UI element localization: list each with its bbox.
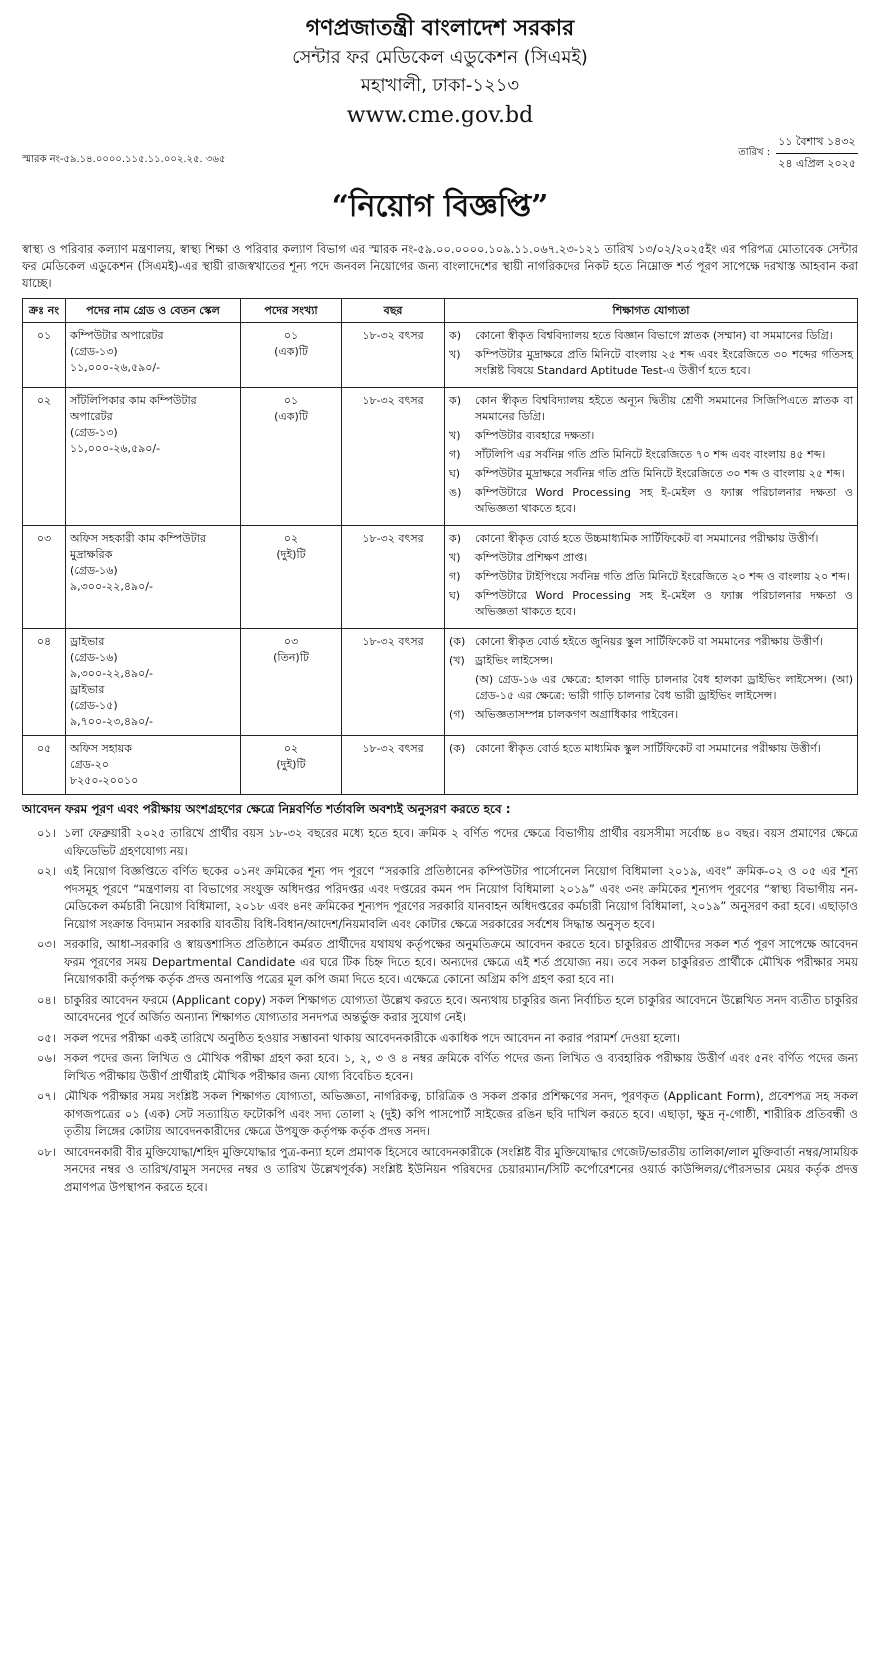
qualification-marker: খ) bbox=[449, 348, 461, 361]
post-name-line: অফিস সহকারী কাম কম্পিউটার মুদ্রাক্ষরিক bbox=[70, 532, 206, 561]
qualification-marker: ঘ) bbox=[449, 589, 461, 602]
qualification-item bbox=[449, 588, 853, 620]
qualification-text: অভিজ্ঞতাসম্পন্ন চালকগণ অগ্রাধিকার পাইবেন। bbox=[475, 708, 679, 721]
cell-post-count bbox=[241, 388, 342, 526]
qualification-item bbox=[449, 428, 853, 444]
qualification-marker: ক) bbox=[449, 394, 461, 407]
qualification-item bbox=[449, 531, 853, 547]
qualification-item bbox=[449, 653, 853, 669]
government-title: গণপ্রজাতন্ত্রী বাংলাদেশ সরকার bbox=[305, 16, 575, 41]
qualification-text: সাঁটলিপি এর সর্বনিম্ন গতি প্রতি মিনিটে ইংরেজিতে ৭০ শব্দ এবং বাংলায় ৪৫ শব্দ। bbox=[475, 448, 826, 461]
memo-number: স্মারক নং-৫৯.১৪.০০০০.১১৫.১১.০০২.২৫. ৩৬৫ bbox=[22, 154, 226, 165]
qualification-text: কম্পিউটারে Word Processing সহ ই-মেইল ও ফ্যাক্স পরিচালনার দক্ষতা ও অভিজ্ঞতা থাকতে হবে। bbox=[475, 589, 853, 618]
post-name-line: কম্পিউটার অপারেটর bbox=[70, 329, 164, 342]
qualification-text: কম্পিউটার প্রশিক্ষণ প্রাপ্ত। bbox=[475, 551, 588, 564]
qualification-text: কোনো স্বীকৃত বোর্ড হতে মাধ্যমিক স্কুল সার্টিফিকেট বা সমমানের পরীক্ষায় উত্তীর্ণ। bbox=[475, 742, 821, 755]
cell-post-count bbox=[241, 736, 342, 795]
qualification-item bbox=[449, 550, 853, 566]
condition-item bbox=[22, 1144, 858, 1197]
qualification-marker: খ) bbox=[449, 429, 461, 442]
cell-sl: ০১ bbox=[23, 323, 66, 388]
conditions-list bbox=[22, 825, 858, 1196]
memo-row bbox=[22, 132, 858, 180]
date-english: ২৪ এপ্রিল ২০২৫ bbox=[778, 157, 856, 170]
qualification-marker: (খ) bbox=[449, 654, 465, 667]
post-name-line: (গ্রেড-১৬) bbox=[70, 651, 118, 664]
cell-age: ১৮-৩২ বৎসর bbox=[342, 629, 445, 736]
cell-post-count bbox=[241, 323, 342, 388]
post-name-line: ৯,৭০০-২৩,৪৯০/- bbox=[70, 715, 153, 728]
organization-address: মহাখালী, ঢাকা-১২১৩ bbox=[360, 75, 520, 96]
table-row bbox=[23, 736, 858, 795]
cell-post-name bbox=[66, 736, 241, 795]
header-post-name: পদের নাম গ্রেড ও বেতন স্কেল bbox=[66, 299, 241, 323]
condition-number: ০৪। bbox=[36, 992, 56, 1007]
post-count-line: (দুই)টি bbox=[276, 758, 306, 771]
cell-sl: ০২ bbox=[23, 388, 66, 526]
date-label: তারিখ : bbox=[738, 147, 771, 158]
condition-text: এই নিয়োগ বিজ্ঞপ্তিতে বর্ণিত ছকের ০১নং ক্রমিকের শূন্য পদ পূরণে “সরকারি প্রতিষ্ঠানের কম্পিউটার পার্সোনেল নিয়োগ বিধিমালা ২০১৯, এবং” ক্রমিক-০২ ও ০৫ এর শূন্য পদসমূহ পূরণে “মন্ত্রণালয় বা বিভাগের সংযুক্ত অধিদপ্তর পরিদপ্তর এবং দপ্তরের কমন পদ নিয়োগ বিধিমালা ২০১৯” এবং ৩নং ক্রমিকের শূন্যপদ পূরণের “স্বাস্থ্য বিভাগীয় নন-মেডিকেল কর্মচারী নিয়োগ বিধিমালা, ২০১৮ এবং ৪নং ক্রমিকের শূন্যপদ পূরণের সরকারি যানবাহন অধিদপ্তরের কর্মচারী নিয়োগ বিধিমালা, ২০১৯” অনুসরণ করা হবে। এছাড়াও নিয়োগ সংক্রান্ত বিদ্যমান সরকারি যাবতীয় বিধি-বিধান/আদেশ/নিয়মাবলি এবং কোটার ক্ষেত্রে সরকারের সর্বশেষ সিদ্ধান্ত অনুসৃত হবে। bbox=[64, 864, 858, 931]
qualification-item bbox=[449, 741, 853, 757]
condition-number: ০৫। bbox=[36, 1030, 56, 1045]
qualification-text: ড্রাইভিং লাইসেন্স। bbox=[475, 654, 553, 667]
cell-qualification bbox=[445, 526, 858, 629]
qualification-marker: (ক) bbox=[449, 635, 466, 648]
post-name-line: অফিস সহায়ক bbox=[70, 742, 132, 755]
cell-qualification bbox=[445, 323, 858, 388]
condition-number: ০৬। bbox=[36, 1051, 56, 1065]
qualification-marker: (গ) bbox=[449, 708, 465, 721]
qualification-marker: গ) bbox=[449, 448, 461, 461]
posts-table bbox=[22, 298, 858, 795]
post-name-line: ৯,৩০০-২২,৪৯০/- bbox=[70, 667, 153, 680]
qualification-marker: ঙ) bbox=[449, 486, 462, 499]
condition-text: সরকারি, আধা-সরকারি ও স্বায়ত্তশাসিত প্রতিষ্ঠানে কর্মরত প্রার্থীদের যথাযথ কর্তৃপক্ষের অনুমতিক্রমে আবেদন করতে হবে। চাকুরিরত প্রার্থীদের সকল শর্ত পূরণ সাপেক্ষে আবেদন ফরম পূরণের সময় Departmental Candidate এর ঘরে টিক চিহ্ন দিতে হবে। অন্যদের ক্ষেত্রে এই শর্ত প্রযোজ্য নয়। তবে সকল চাকুরিরত প্রার্থীকে মৌখিক পরীক্ষার সময় নিয়োগকারী কর্তৃপক্ষ কর্তৃক প্রদত্ত অনাপত্তি পত্রের মূল কপি জমা দিতে হবে। এক্ষেত্রে কোনো অগ্রিম কপি গ্রহণ করা হবে না। bbox=[64, 937, 858, 986]
qualification-item bbox=[449, 485, 853, 517]
header-sl: ক্রঃ নং bbox=[23, 299, 66, 323]
qualification-item bbox=[449, 347, 853, 379]
cell-post-count bbox=[241, 629, 342, 736]
header-age: বছর bbox=[342, 299, 445, 323]
post-count-line: ০১ bbox=[283, 329, 299, 342]
condition-number: ০১। bbox=[36, 826, 56, 840]
intro-paragraph: স্বাস্থ্য ও পরিবার কল্যাণ মন্ত্রণালয়, স্বাস্থ্য শিক্ষা ও পরিবার কল্যাণ বিভাগ এর স্মারক নং-৫৯.০০.০০০০.১০৯.১১.০৬৭.২৩-১২১ তারিখ ১৩/০২/২০২৫ইং এর পরিপত্র মোতাবেক সেন্টার ফর মেডিকেল এডুকেশন (সিএমই)-এর স্থায়ী রাজস্বখাতের শূন্য পদে জনবল নিয়োগের জন্য বাংলাদেশের স্থায়ী নাগরিকদের নিকট হতে নিম্নোক্ত শর্ত পূরণ সাপেক্ষে দরখাস্ত আহবান করা যাচ্ছে। bbox=[22, 242, 858, 290]
post-count-line: ০২ bbox=[283, 742, 299, 755]
cell-post-count bbox=[241, 526, 342, 629]
qualification-item bbox=[449, 328, 853, 344]
condition-number: ০৭। bbox=[36, 1089, 56, 1103]
qualification-item bbox=[449, 447, 853, 463]
qualification-item bbox=[449, 466, 853, 482]
qualification-marker: (ক) bbox=[449, 742, 466, 755]
qualification-text: কোনো স্বীকৃত বিশ্ববিদ্যালয় হতে বিজ্ঞান বিভাগে স্নাতক (সম্মান) বা সমমানের ডিগ্রি। bbox=[475, 329, 833, 342]
condition-text: আবেদনকারী বীর মুক্তিযোদ্ধা/শহিদ মুক্তিযোদ্ধার পুত্র-কন্যা হলে প্রমাণক হিসেবে আবেদনকারীকে (সংশ্লিষ্ট বীর মুক্তিযোদ্ধার গেজেট/ভারতীয় তালিকা/লাল মুক্তিবার্তা নম্বর/সাময়িক সনদের নম্বর ও তারিখ/বামুস সনদের নম্বর ও তারিখ উল্লেখপূর্বক) সংশ্লিষ্ট ইউনিয়ন পরিষদের চেয়ারম্যান/সিটি কর্পোরেশনের ওয়ার্ড কাউন্সিলর/পৌরসভার মেয়র কর্তৃক প্রদত্ত প্রমাণপত্র উপস্থাপন করতে হবে। bbox=[64, 1144, 858, 1194]
post-name-line: (গ্রেড-১৬) bbox=[70, 564, 118, 577]
post-count-line: (এক)টি bbox=[274, 410, 308, 423]
cell-post-name bbox=[66, 388, 241, 526]
condition-item bbox=[22, 936, 858, 989]
condition-item bbox=[22, 863, 858, 933]
post-name-line: ৮২৫০-২০০১০ bbox=[70, 774, 139, 787]
qualification-text: কোন স্বীকৃত বিশ্ববিদ্যালয় হইতে অন্যূন দ্বিতীয় শ্রেণী সমমানের সিজিপিএতে স্নাতক বা সমমানের ডিগ্রি। bbox=[475, 394, 853, 423]
qualification-text: কম্পিউটার মুদ্রাক্ষরে সর্বনিম্ন গতি প্রতি মিনিটে ইংরেজিতে ৩০ শব্দ ও বাংলায় ২৫ শব্দ। bbox=[475, 467, 845, 480]
qualification-text: কম্পিউটার ব্যবহারে দক্ষতা। bbox=[475, 429, 595, 442]
cell-age: ১৮-৩২ বৎসর bbox=[342, 388, 445, 526]
qualification-marker: ক) bbox=[449, 532, 461, 545]
cell-qualification bbox=[445, 736, 858, 795]
post-name-line: (গ্রেড-১৩) bbox=[70, 426, 118, 439]
cell-age: ১৮-৩২ বৎসর bbox=[342, 736, 445, 795]
post-count-line: (এক)টি bbox=[274, 345, 308, 358]
condition-number: ০৩। bbox=[36, 937, 56, 951]
post-name-line: (গ্রেড-১৩) bbox=[70, 345, 118, 358]
condition-text: সকল পদের জন্য লিখিত ও মৌখিক পরীক্ষা গ্রহণ করা হবে। ১, ২, ৩ ও ৪ নম্বর ক্রমিকে বর্ণিত পদের জন্য লিখিত ও ব্যবহারিক পরীক্ষায় উত্তীর্ণ এবং ৫নং বর্ণিত পদের জন্য লিখিত পরীক্ষায় উত্তীর্ণ প্রার্থীরাই মৌখিক পরীক্ষার জন্য যোগ্য বিবেচিত হবেন। bbox=[64, 1051, 858, 1083]
qualification-item bbox=[449, 569, 853, 585]
header-qualification: শিক্ষাগত যোগ্যতা bbox=[445, 299, 858, 323]
cell-sl: ০৫ bbox=[23, 736, 66, 795]
cell-post-name bbox=[66, 526, 241, 629]
cell-post-name bbox=[66, 629, 241, 736]
website[interactable]: www.cme.gov.bd bbox=[346, 103, 534, 128]
qualification-text: কোনো স্বীকৃত বোর্ড হতে উচ্চমাধ্যমিক সার্টিফিকেট বা সমমানের পরীক্ষায় উত্তীর্ণ। bbox=[475, 532, 819, 545]
qualification-item bbox=[449, 634, 853, 650]
table-row bbox=[23, 388, 858, 526]
qualification-text: কোনো স্বীকৃত বোর্ড হইতে জুনিয়র স্কুল সার্টিফিকেট বা সমমানের পরীক্ষায় উত্তীর্ণ। bbox=[475, 635, 823, 648]
table-header-row bbox=[23, 299, 858, 323]
post-count-line: ০২ bbox=[283, 532, 299, 545]
post-name-line: ড্রাইভার bbox=[70, 635, 105, 648]
condition-item bbox=[22, 1050, 858, 1085]
qualification-text: কম্পিউটারে Word Processing সহ ই-মেইল ও ফ্যাক্স পরিচালনার দক্ষতা ও অভিজ্ঞতা থাকতে হবে। bbox=[475, 486, 853, 515]
header-post-count: পদের সংখ্যা bbox=[241, 299, 342, 323]
condition-text: সকল পদের পরীক্ষা একই তারিখে অনুষ্ঠিত হওয়ার সম্ভাবনা থাকায় আবেদনকারীকে একাধিক পদে আবেদন না করার পরামর্শ দেওয়া হলো। bbox=[64, 1030, 681, 1045]
condition-number: ০৮। bbox=[36, 1144, 56, 1159]
cell-post-name bbox=[66, 323, 241, 388]
qualification-text: কম্পিউটার মুদ্রাক্ষরে প্রতি মিনিটে বাংলায় ২৫ শব্দ এবং ইংরেজিতে ৩০ শব্দের গতিসহ সংশ্লিষ্ট বিষয়ে Standard Aptitude Test-এ উত্তীর্ণ হতে হবে। bbox=[475, 348, 853, 377]
condition-item bbox=[22, 1030, 858, 1048]
table-body bbox=[23, 323, 858, 795]
post-name-line: সাঁটলিপিকার কাম কম্পিউটার অপারেটর bbox=[70, 394, 197, 423]
qualification-marker: গ) bbox=[449, 570, 461, 583]
cell-age: ১৮-৩২ বৎসর bbox=[342, 323, 445, 388]
condition-text: ১লা ফেব্রুয়ারী ২০২৫ তারিখে প্রার্থীর বয়স ১৮-৩২ বছরের মধ্যে হতে হবে। ক্রমিক ২ বর্ণিত পদের ক্ষেত্রে বিভাগীয় প্রার্থীর বয়সসীমা সর্বোচ্চ ৪০ বছর। বয়স প্রমাণের ক্ষেত্রে এফিডেভিট গ্রহণযোগ্য নয়। bbox=[64, 826, 858, 858]
post-count-line: (দুই)টি bbox=[276, 548, 306, 561]
condition-item bbox=[22, 825, 858, 860]
post-count-line: ০১ bbox=[283, 394, 299, 407]
table-row bbox=[23, 629, 858, 736]
post-name-line: গ্রেড-২০ bbox=[70, 758, 110, 771]
condition-item bbox=[22, 1088, 858, 1141]
date-box bbox=[776, 132, 858, 175]
post-name-line: ৯,৩০০-২২,৪৯০/- bbox=[70, 580, 153, 593]
qualification-text: কম্পিউটার টাইপিংয়ে সর্বনিম্ন গতি প্রতি মিনিটে ইংরেজিতে ২০ শব্দ ও বাংলায় ২০ শব্দ। bbox=[475, 570, 850, 583]
conditions-heading: আবেদন ফরম পূরণ এবং পরীক্ষায় অংশগ্রহণের ক্ষেত্রে নিম্নবর্ণিত শর্তাবলি অবশ্যই অনুসরণ করতে হবে : bbox=[22, 802, 511, 816]
table-row bbox=[23, 323, 858, 388]
cell-sl: ০৪ bbox=[23, 629, 66, 736]
organization-name: সেন্টার ফর মেডিকেল এডুকেশন (সিএমই) bbox=[292, 47, 588, 68]
post-count-line: (তিন)টি bbox=[273, 651, 309, 664]
cell-qualification bbox=[445, 629, 858, 736]
qualification-item bbox=[449, 707, 853, 723]
date-bangla: ১১ বৈশাখ ১৪৩২ bbox=[776, 132, 858, 154]
post-name-line: (গ্রেড-১৫) bbox=[70, 699, 118, 712]
qualification-marker: খ) bbox=[449, 551, 461, 564]
cell-qualification bbox=[445, 388, 858, 526]
post-name-line: ড্রাইভার bbox=[70, 683, 105, 696]
post-count-line: ০৩ bbox=[283, 635, 299, 648]
notice-title: “নিয়োগ বিজ্ঞপ্তি” bbox=[331, 189, 549, 224]
cell-sl: ০৩ bbox=[23, 526, 66, 629]
post-name-line: ১১,০০০-২৬,৫৯০/- bbox=[70, 361, 161, 374]
condition-text: মৌখিক পরীক্ষার সময় সংশ্লিষ্ট সকল শিক্ষাগত যোগ্যতা, অভিজ্ঞতা, নাগরিকত্ব, চারিত্রিক ও সকল প্রকার প্রশিক্ষণের সনদ, পূরণকৃত (Applicant Form), প্রবেশপত্র সহ সকল কাগজপত্রের ০১ (এক) সেট সত্যায়িত ফটোকপি এবং সদ্য তোলা ২ (দুই) কপি পাসপোর্ট সাইজের রঙিন ছবি দাখিল করতে হবে। এছাড়া, ক্ষুদ্র নৃ-গোষ্ঠী, শারীরিক প্রতিবন্ধী ও তৃতীয় লিঙ্গের কোটায় আবেদনকারীদের ক্ষেত্রে উপযুক্ত কর্তৃপক্ষ কর্তৃক প্রদত্ত সনদ। bbox=[64, 1089, 858, 1138]
qualification-item bbox=[449, 393, 853, 425]
header bbox=[22, 14, 858, 132]
cell-age: ১৮-৩২ বৎসর bbox=[342, 526, 445, 629]
date-block bbox=[738, 132, 858, 175]
qualification-subitem: (অ) গ্রেড-১৬ এর ক্ষেত্রে: হালকা গাড়ি চালনার বৈধ হালকা ড্রাইভিং লাইসেন্স। (আ) গ্রেড-১৫ এর ক্ষেত্রে: ভারী গাড়ি চালনার বৈধ ভারী ড্রাইভিং লাইসেন্স। bbox=[475, 673, 853, 702]
condition-item bbox=[22, 992, 858, 1027]
qualification-marker: ঘ) bbox=[449, 467, 461, 480]
notice-page bbox=[0, 14, 880, 1675]
post-name-line: ১১,০০০-২৬,৫৯০/- bbox=[70, 442, 161, 455]
table-row bbox=[23, 526, 858, 629]
qualification-marker: ক) bbox=[449, 329, 461, 342]
condition-number: ০২। bbox=[36, 864, 56, 878]
condition-text: চাকুরির আবেদন ফরমে (Applicant copy) সকল শিক্ষাগত যোগ্যতা উল্লেখ করতে হবে। অন্যথায় চাকুরির জন্য নির্বাচিত হলে চাকুরির আবেদনে উল্লেখিত সনদ ব্যতীত চাকুরির আবেদনের পূর্বে অর্জিত অন্যান্য শিক্ষাগত যোগ্যতার সনদপত্র অন্তর্ভুক্ত করার সুযোগ নেই। bbox=[64, 992, 858, 1024]
